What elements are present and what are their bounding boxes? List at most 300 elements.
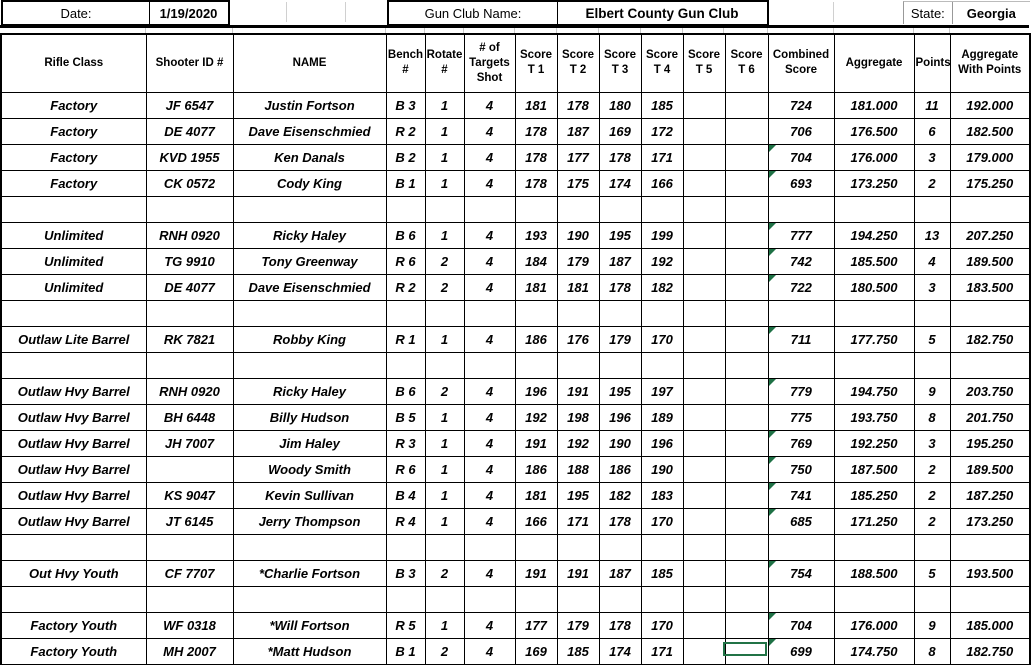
cell-score-t6[interactable] — [725, 274, 768, 300]
cell-score-t3[interactable] — [599, 534, 641, 560]
cell-score-t2[interactable]: 190 — [557, 222, 599, 248]
cell-score-t5[interactable] — [683, 508, 725, 534]
cell-points[interactable] — [914, 352, 950, 378]
cell-rifle-class[interactable]: Outlaw Hvy Barrel — [1, 404, 146, 430]
column-header-rifle-class[interactable]: Rifle Class — [1, 34, 146, 92]
cell-score-t4[interactable]: 190 — [641, 456, 683, 482]
cell-targets[interactable] — [464, 300, 515, 326]
cell-aggregate-with-points[interactable]: 182.750 — [950, 326, 1030, 352]
cell-score-t2[interactable]: 185 — [557, 638, 599, 664]
cell-aggregate[interactable]: 185.250 — [834, 482, 914, 508]
cell-points[interactable]: 5 — [914, 560, 950, 586]
column-header-t1[interactable]: Score T 1 — [515, 34, 557, 92]
cell-rotate[interactable]: 2 — [425, 638, 464, 664]
cell-score-t3[interactable] — [599, 586, 641, 612]
cell-shooter-id[interactable]: JF 6547 — [146, 92, 233, 118]
cell-bench[interactable] — [386, 534, 425, 560]
cell-name[interactable]: *Matt Hudson — [233, 638, 386, 664]
cell-name[interactable] — [233, 586, 386, 612]
cell-aggregate-with-points[interactable]: 195.250 — [950, 430, 1030, 456]
cell-shooter-id[interactable]: RK 7821 — [146, 326, 233, 352]
cell-aggregate[interactable]: 176.500 — [834, 118, 914, 144]
cell-shooter-id[interactable] — [146, 196, 233, 222]
cell-points[interactable]: 9 — [914, 612, 950, 638]
cell-rotate[interactable]: 1 — [425, 404, 464, 430]
state-label-cell[interactable]: State: — [910, 5, 945, 21]
cell-aggregate-with-points[interactable]: 192.000 — [950, 92, 1030, 118]
cell-score-t4[interactable] — [641, 534, 683, 560]
cell-rotate[interactable]: 1 — [425, 612, 464, 638]
cell-score-t2[interactable]: 198 — [557, 404, 599, 430]
cell-aggregate[interactable]: 173.250 — [834, 170, 914, 196]
cell-shooter-id[interactable]: JH 7007 — [146, 430, 233, 456]
cell-rifle-class[interactable]: Factory — [1, 144, 146, 170]
cell-name[interactable]: Dave Eisenschmied — [233, 274, 386, 300]
cell-name[interactable] — [233, 196, 386, 222]
cell-score-t1[interactable] — [515, 534, 557, 560]
cell-targets[interactable]: 4 — [464, 274, 515, 300]
cell-rifle-class[interactable]: Outlaw Hvy Barrel — [1, 508, 146, 534]
cell-combined-score[interactable] — [768, 170, 834, 196]
cell-score-t2[interactable]: 191 — [557, 378, 599, 404]
cell-targets[interactable]: 4 — [464, 118, 515, 144]
cell-bench[interactable] — [386, 300, 425, 326]
cell-score-t5[interactable] — [683, 118, 725, 144]
cell-bench[interactable]: R 6 — [386, 248, 425, 274]
cell-combined-score[interactable] — [768, 248, 834, 274]
cell-targets[interactable]: 4 — [464, 638, 515, 664]
cell-name[interactable]: Justin Fortson — [233, 92, 386, 118]
cell-rotate[interactable]: 1 — [425, 508, 464, 534]
cell-rotate[interactable]: 1 — [425, 482, 464, 508]
cell-targets[interactable] — [464, 352, 515, 378]
cell-score-t2[interactable]: 177 — [557, 144, 599, 170]
cell-aggregate-with-points[interactable]: 201.750 — [950, 404, 1030, 430]
cell-score-t2[interactable]: 175 — [557, 170, 599, 196]
cell-aggregate-with-points[interactable] — [950, 300, 1030, 326]
cell-aggregate[interactable] — [834, 300, 914, 326]
cell-rotate[interactable]: 1 — [425, 170, 464, 196]
cell-rotate[interactable]: 1 — [425, 430, 464, 456]
cell-aggregate[interactable]: 193.750 — [834, 404, 914, 430]
cell-points[interactable]: 2 — [914, 456, 950, 482]
cell-aggregate-with-points[interactable] — [950, 586, 1030, 612]
cell-targets[interactable]: 4 — [464, 560, 515, 586]
cell-rifle-class[interactable]: Factory — [1, 170, 146, 196]
cell-bench[interactable]: B 1 — [386, 170, 425, 196]
cell-aggregate[interactable]: 185.500 — [834, 248, 914, 274]
cell-score-t6[interactable] — [725, 170, 768, 196]
cell-combined-score[interactable] — [768, 300, 834, 326]
cell-rotate[interactable]: 1 — [425, 118, 464, 144]
cell-score-t6[interactable] — [725, 144, 768, 170]
cell-score-t5[interactable] — [683, 612, 725, 638]
column-header-points[interactable]: Points — [914, 34, 950, 92]
cell-shooter-id[interactable] — [146, 534, 233, 560]
active-cell-selection[interactable] — [723, 642, 767, 656]
cell-aggregate-with-points[interactable]: 207.250 — [950, 222, 1030, 248]
cell-combined-score[interactable] — [768, 612, 834, 638]
cell-rifle-class[interactable]: Unlimited — [1, 222, 146, 248]
cell-bench[interactable]: R 2 — [386, 118, 425, 144]
cell-score-t5[interactable] — [683, 352, 725, 378]
column-header-aggregate[interactable]: Aggregate — [834, 34, 914, 92]
column-header-targets[interactable]: # of Targets Shot — [464, 34, 515, 92]
cell-rifle-class[interactable]: Factory — [1, 118, 146, 144]
cell-aggregate-with-points[interactable]: 193.500 — [950, 560, 1030, 586]
cell-score-t2[interactable] — [557, 534, 599, 560]
cell-score-t5[interactable] — [683, 300, 725, 326]
cell-score-t2[interactable]: 178 — [557, 92, 599, 118]
cell-points[interactable]: 9 — [914, 378, 950, 404]
cell-score-t5[interactable] — [683, 196, 725, 222]
cell-rotate[interactable]: 2 — [425, 274, 464, 300]
cell-score-t5[interactable] — [683, 248, 725, 274]
cell-score-t3[interactable]: 174 — [599, 638, 641, 664]
cell-targets[interactable]: 4 — [464, 508, 515, 534]
cell-score-t4[interactable]: 170 — [641, 612, 683, 638]
column-header-t5[interactable]: Score T 5 — [683, 34, 725, 92]
cell-score-t6[interactable] — [725, 456, 768, 482]
cell-score-t4[interactable]: 182 — [641, 274, 683, 300]
cell-points[interactable] — [914, 534, 950, 560]
cell-aggregate-with-points[interactable]: 179.000 — [950, 144, 1030, 170]
cell-bench[interactable]: B 4 — [386, 482, 425, 508]
cell-combined-score[interactable] — [768, 352, 834, 378]
cell-rotate[interactable] — [425, 300, 464, 326]
cell-name[interactable]: Woody Smith — [233, 456, 386, 482]
cell-points[interactable]: 5 — [914, 326, 950, 352]
cell-rifle-class[interactable]: Factory Youth — [1, 612, 146, 638]
cell-score-t2[interactable]: 187 — [557, 118, 599, 144]
cell-name[interactable] — [233, 534, 386, 560]
cell-score-t2[interactable]: 179 — [557, 612, 599, 638]
cell-aggregate-with-points[interactable]: 182.500 — [950, 118, 1030, 144]
cell-score-t1[interactable]: 184 — [515, 248, 557, 274]
cell-rotate[interactable] — [425, 534, 464, 560]
cell-rifle-class[interactable]: Factory Youth — [1, 638, 146, 664]
cell-score-t6[interactable] — [725, 300, 768, 326]
column-header-t4[interactable]: Score T 4 — [641, 34, 683, 92]
cell-bench[interactable]: B 6 — [386, 378, 425, 404]
cell-score-t1[interactable]: 191 — [515, 560, 557, 586]
cell-rifle-class[interactable]: Outlaw Hvy Barrel — [1, 430, 146, 456]
cell-shooter-id[interactable]: RNH 0920 — [146, 222, 233, 248]
cell-score-t3[interactable]: 178 — [599, 612, 641, 638]
cell-shooter-id[interactable]: DE 4077 — [146, 118, 233, 144]
cell-score-t3[interactable] — [599, 300, 641, 326]
cell-bench[interactable]: B 1 — [386, 638, 425, 664]
cell-score-t1[interactable]: 181 — [515, 482, 557, 508]
cell-shooter-id[interactable]: KS 9047 — [146, 482, 233, 508]
cell-rotate[interactable]: 2 — [425, 560, 464, 586]
cell-score-t6[interactable] — [725, 92, 768, 118]
cell-score-t4[interactable]: 199 — [641, 222, 683, 248]
cell-score-t4[interactable]: 185 — [641, 92, 683, 118]
cell-bench[interactable]: R 5 — [386, 612, 425, 638]
cell-score-t4[interactable]: 166 — [641, 170, 683, 196]
cell-rifle-class[interactable]: Unlimited — [1, 248, 146, 274]
cell-shooter-id[interactable]: JT 6145 — [146, 508, 233, 534]
cell-targets[interactable] — [464, 534, 515, 560]
cell-score-t1[interactable] — [515, 352, 557, 378]
cell-aggregate[interactable]: 174.750 — [834, 638, 914, 664]
cell-aggregate-with-points[interactable]: 189.500 — [950, 248, 1030, 274]
cell-aggregate[interactable]: 180.500 — [834, 274, 914, 300]
cell-aggregate-with-points[interactable]: 173.250 — [950, 508, 1030, 534]
cell-rifle-class[interactable] — [1, 352, 146, 378]
cell-score-t1[interactable]: 192 — [515, 404, 557, 430]
cell-score-t6[interactable] — [725, 352, 768, 378]
cell-targets[interactable]: 4 — [464, 456, 515, 482]
cell-name[interactable]: Ken Danals — [233, 144, 386, 170]
cell-score-t6[interactable] — [725, 248, 768, 274]
cell-rotate[interactable]: 1 — [425, 456, 464, 482]
cell-points[interactable]: 4 — [914, 248, 950, 274]
cell-aggregate-with-points[interactable]: 183.500 — [950, 274, 1030, 300]
cell-name[interactable]: Ricky Haley — [233, 222, 386, 248]
cell-targets[interactable] — [464, 586, 515, 612]
cell-score-t3[interactable]: 190 — [599, 430, 641, 456]
cell-points[interactable]: 2 — [914, 508, 950, 534]
cell-points[interactable]: 13 — [914, 222, 950, 248]
cell-score-t2[interactable]: 171 — [557, 508, 599, 534]
cell-score-t4[interactable] — [641, 352, 683, 378]
cell-aggregate-with-points[interactable]: 187.250 — [950, 482, 1030, 508]
cell-score-t5[interactable] — [683, 92, 725, 118]
gun-club-value-cell[interactable]: Elbert County Gun Club — [557, 2, 766, 24]
cell-combined-score[interactable] — [768, 456, 834, 482]
cell-aggregate[interactable]: 194.250 — [834, 222, 914, 248]
cell-score-t3[interactable] — [599, 352, 641, 378]
cell-score-t2[interactable]: 195 — [557, 482, 599, 508]
cell-combined-score[interactable] — [768, 378, 834, 404]
cell-score-t4[interactable]: 170 — [641, 326, 683, 352]
cell-score-t1[interactable]: 169 — [515, 638, 557, 664]
cell-aggregate-with-points[interactable]: 175.250 — [950, 170, 1030, 196]
cell-rifle-class[interactable]: Unlimited — [1, 274, 146, 300]
cell-rifle-class[interactable]: Out Hvy Youth — [1, 560, 146, 586]
cell-targets[interactable]: 4 — [464, 612, 515, 638]
cell-score-t3[interactable]: 178 — [599, 144, 641, 170]
column-header-rotate[interactable]: Rotate # — [425, 34, 464, 92]
cell-aggregate[interactable]: 187.500 — [834, 456, 914, 482]
cell-bench[interactable]: R 6 — [386, 456, 425, 482]
cell-score-t6[interactable] — [725, 560, 768, 586]
cell-score-t4[interactable]: 171 — [641, 144, 683, 170]
cell-points[interactable]: 2 — [914, 482, 950, 508]
cell-score-t3[interactable]: 196 — [599, 404, 641, 430]
cell-score-t3[interactable]: 195 — [599, 222, 641, 248]
cell-score-t5[interactable] — [683, 482, 725, 508]
cell-combined-score[interactable] — [768, 274, 834, 300]
cell-aggregate[interactable]: 192.250 — [834, 430, 914, 456]
cell-score-t4[interactable]: 170 — [641, 508, 683, 534]
cell-bench[interactable]: B 6 — [386, 222, 425, 248]
cell-shooter-id[interactable] — [146, 352, 233, 378]
cell-bench[interactable]: B 5 — [386, 404, 425, 430]
cell-combined-score[interactable] — [768, 508, 834, 534]
cell-shooter-id[interactable]: WF 0318 — [146, 612, 233, 638]
cell-points[interactable]: 3 — [914, 274, 950, 300]
cell-combined-score[interactable] — [768, 92, 834, 118]
cell-rotate[interactable]: 2 — [425, 248, 464, 274]
cell-bench[interactable] — [386, 352, 425, 378]
cell-score-t5[interactable] — [683, 378, 725, 404]
cell-score-t1[interactable] — [515, 300, 557, 326]
cell-targets[interactable]: 4 — [464, 482, 515, 508]
cell-targets[interactable]: 4 — [464, 248, 515, 274]
cell-aggregate-with-points[interactable]: 203.750 — [950, 378, 1030, 404]
date-label-cell[interactable]: Date: — [60, 5, 92, 21]
cell-targets[interactable]: 4 — [464, 170, 515, 196]
cell-rotate[interactable]: 2 — [425, 378, 464, 404]
cell-score-t4[interactable] — [641, 586, 683, 612]
cell-combined-score[interactable] — [768, 196, 834, 222]
cell-name[interactable]: Jerry Thompson — [233, 508, 386, 534]
cell-rotate[interactable] — [425, 352, 464, 378]
cell-points[interactable] — [914, 586, 950, 612]
cell-combined-score[interactable] — [768, 326, 834, 352]
cell-rifle-class[interactable]: Outlaw Hvy Barrel — [1, 378, 146, 404]
cell-points[interactable]: 3 — [914, 430, 950, 456]
cell-aggregate[interactable]: 181.000 — [834, 92, 914, 118]
cell-score-t3[interactable]: 178 — [599, 274, 641, 300]
cell-score-t2[interactable]: 191 — [557, 560, 599, 586]
cell-score-t6[interactable] — [725, 404, 768, 430]
cell-targets[interactable]: 4 — [464, 144, 515, 170]
cell-score-t3[interactable]: 179 — [599, 326, 641, 352]
cell-score-t5[interactable] — [683, 430, 725, 456]
cell-score-t5[interactable] — [683, 404, 725, 430]
cell-score-t3[interactable]: 178 — [599, 508, 641, 534]
cell-score-t4[interactable] — [641, 196, 683, 222]
cell-score-t6[interactable] — [725, 222, 768, 248]
cell-score-t2[interactable]: 176 — [557, 326, 599, 352]
cell-targets[interactable]: 4 — [464, 430, 515, 456]
cell-bench[interactable] — [386, 586, 425, 612]
cell-rotate[interactable]: 1 — [425, 144, 464, 170]
cell-combined-score[interactable] — [768, 118, 834, 144]
cell-rifle-class[interactable]: Outlaw Hvy Barrel — [1, 482, 146, 508]
cell-name[interactable]: Billy Hudson — [233, 404, 386, 430]
cell-shooter-id[interactable]: RNH 0920 — [146, 378, 233, 404]
cell-score-t3[interactable]: 174 — [599, 170, 641, 196]
cell-rotate[interactable]: 1 — [425, 326, 464, 352]
cell-targets[interactable]: 4 — [464, 326, 515, 352]
cell-score-t2[interactable]: 192 — [557, 430, 599, 456]
cell-score-t1[interactable] — [515, 196, 557, 222]
column-header-t2[interactable]: Score T 2 — [557, 34, 599, 92]
cell-score-t1[interactable]: 166 — [515, 508, 557, 534]
column-header-name[interactable]: NAME — [233, 34, 386, 92]
cell-score-t3[interactable] — [599, 196, 641, 222]
cell-rifle-class[interactable] — [1, 300, 146, 326]
cell-rotate[interactable]: 1 — [425, 222, 464, 248]
cell-score-t5[interactable] — [683, 144, 725, 170]
cell-score-t1[interactable]: 186 — [515, 326, 557, 352]
cell-score-t1[interactable]: 178 — [515, 118, 557, 144]
cell-points[interactable]: 11 — [914, 92, 950, 118]
cell-score-t2[interactable]: 188 — [557, 456, 599, 482]
cell-score-t6[interactable] — [725, 586, 768, 612]
cell-score-t2[interactable] — [557, 586, 599, 612]
cell-combined-score[interactable] — [768, 222, 834, 248]
column-header-t6[interactable]: Score T 6 — [725, 34, 768, 92]
cell-aggregate[interactable]: 176.000 — [834, 612, 914, 638]
cell-score-t6[interactable] — [725, 378, 768, 404]
cell-aggregate[interactable] — [834, 352, 914, 378]
cell-bench[interactable]: R 1 — [386, 326, 425, 352]
cell-score-t4[interactable]: 185 — [641, 560, 683, 586]
cell-score-t5[interactable] — [683, 456, 725, 482]
cell-name[interactable]: Kevin Sullivan — [233, 482, 386, 508]
cell-aggregate-with-points[interactable] — [950, 196, 1030, 222]
cell-score-t1[interactable]: 178 — [515, 170, 557, 196]
cell-points[interactable]: 8 — [914, 638, 950, 664]
cell-aggregate[interactable]: 176.000 — [834, 144, 914, 170]
column-header-combined[interactable]: Combined Score — [768, 34, 834, 92]
cell-points[interactable]: 8 — [914, 404, 950, 430]
cell-score-t5[interactable] — [683, 274, 725, 300]
cell-score-t4[interactable] — [641, 300, 683, 326]
column-header-agg-points[interactable]: Aggregate With Points — [950, 34, 1030, 92]
cell-shooter-id[interactable]: TG 9910 — [146, 248, 233, 274]
cell-score-t6[interactable] — [725, 534, 768, 560]
cell-score-t6[interactable] — [725, 430, 768, 456]
cell-aggregate[interactable]: 171.250 — [834, 508, 914, 534]
column-header-bench[interactable]: Bench # — [386, 34, 425, 92]
cell-points[interactable]: 2 — [914, 170, 950, 196]
cell-shooter-id[interactable]: KVD 1955 — [146, 144, 233, 170]
cell-rifle-class[interactable]: Factory — [1, 92, 146, 118]
cell-name[interactable]: *Will Fortson — [233, 612, 386, 638]
column-header-shooter-id[interactable]: Shooter ID # — [146, 34, 233, 92]
cell-combined-score[interactable] — [768, 144, 834, 170]
cell-targets[interactable]: 4 — [464, 92, 515, 118]
cell-shooter-id[interactable]: CK 0572 — [146, 170, 233, 196]
cell-aggregate-with-points[interactable] — [950, 534, 1030, 560]
cell-aggregate-with-points[interactable]: 189.500 — [950, 456, 1030, 482]
cell-rifle-class[interactable] — [1, 196, 146, 222]
cell-score-t3[interactable]: 187 — [599, 560, 641, 586]
cell-score-t6[interactable] — [725, 482, 768, 508]
cell-targets[interactable] — [464, 196, 515, 222]
cell-shooter-id[interactable] — [146, 586, 233, 612]
cell-score-t1[interactable]: 181 — [515, 92, 557, 118]
cell-score-t1[interactable] — [515, 586, 557, 612]
cell-score-t5[interactable] — [683, 586, 725, 612]
cell-score-t3[interactable]: 180 — [599, 92, 641, 118]
cell-combined-score[interactable] — [768, 430, 834, 456]
cell-targets[interactable]: 4 — [464, 222, 515, 248]
cell-points[interactable]: 3 — [914, 144, 950, 170]
cell-score-t1[interactable]: 196 — [515, 378, 557, 404]
cell-aggregate[interactable]: 188.500 — [834, 560, 914, 586]
cell-score-t2[interactable] — [557, 300, 599, 326]
cell-rotate[interactable]: 1 — [425, 92, 464, 118]
cell-score-t4[interactable]: 172 — [641, 118, 683, 144]
state-value-cell[interactable]: Georgia — [952, 2, 1030, 24]
cell-score-t3[interactable]: 182 — [599, 482, 641, 508]
cell-rifle-class[interactable] — [1, 586, 146, 612]
date-value-cell[interactable]: 1/19/2020 — [149, 2, 227, 24]
cell-score-t6[interactable] — [725, 196, 768, 222]
cell-bench[interactable]: B 2 — [386, 144, 425, 170]
cell-score-t6[interactable] — [725, 326, 768, 352]
cell-name[interactable]: Ricky Haley — [233, 378, 386, 404]
cell-points[interactable] — [914, 300, 950, 326]
